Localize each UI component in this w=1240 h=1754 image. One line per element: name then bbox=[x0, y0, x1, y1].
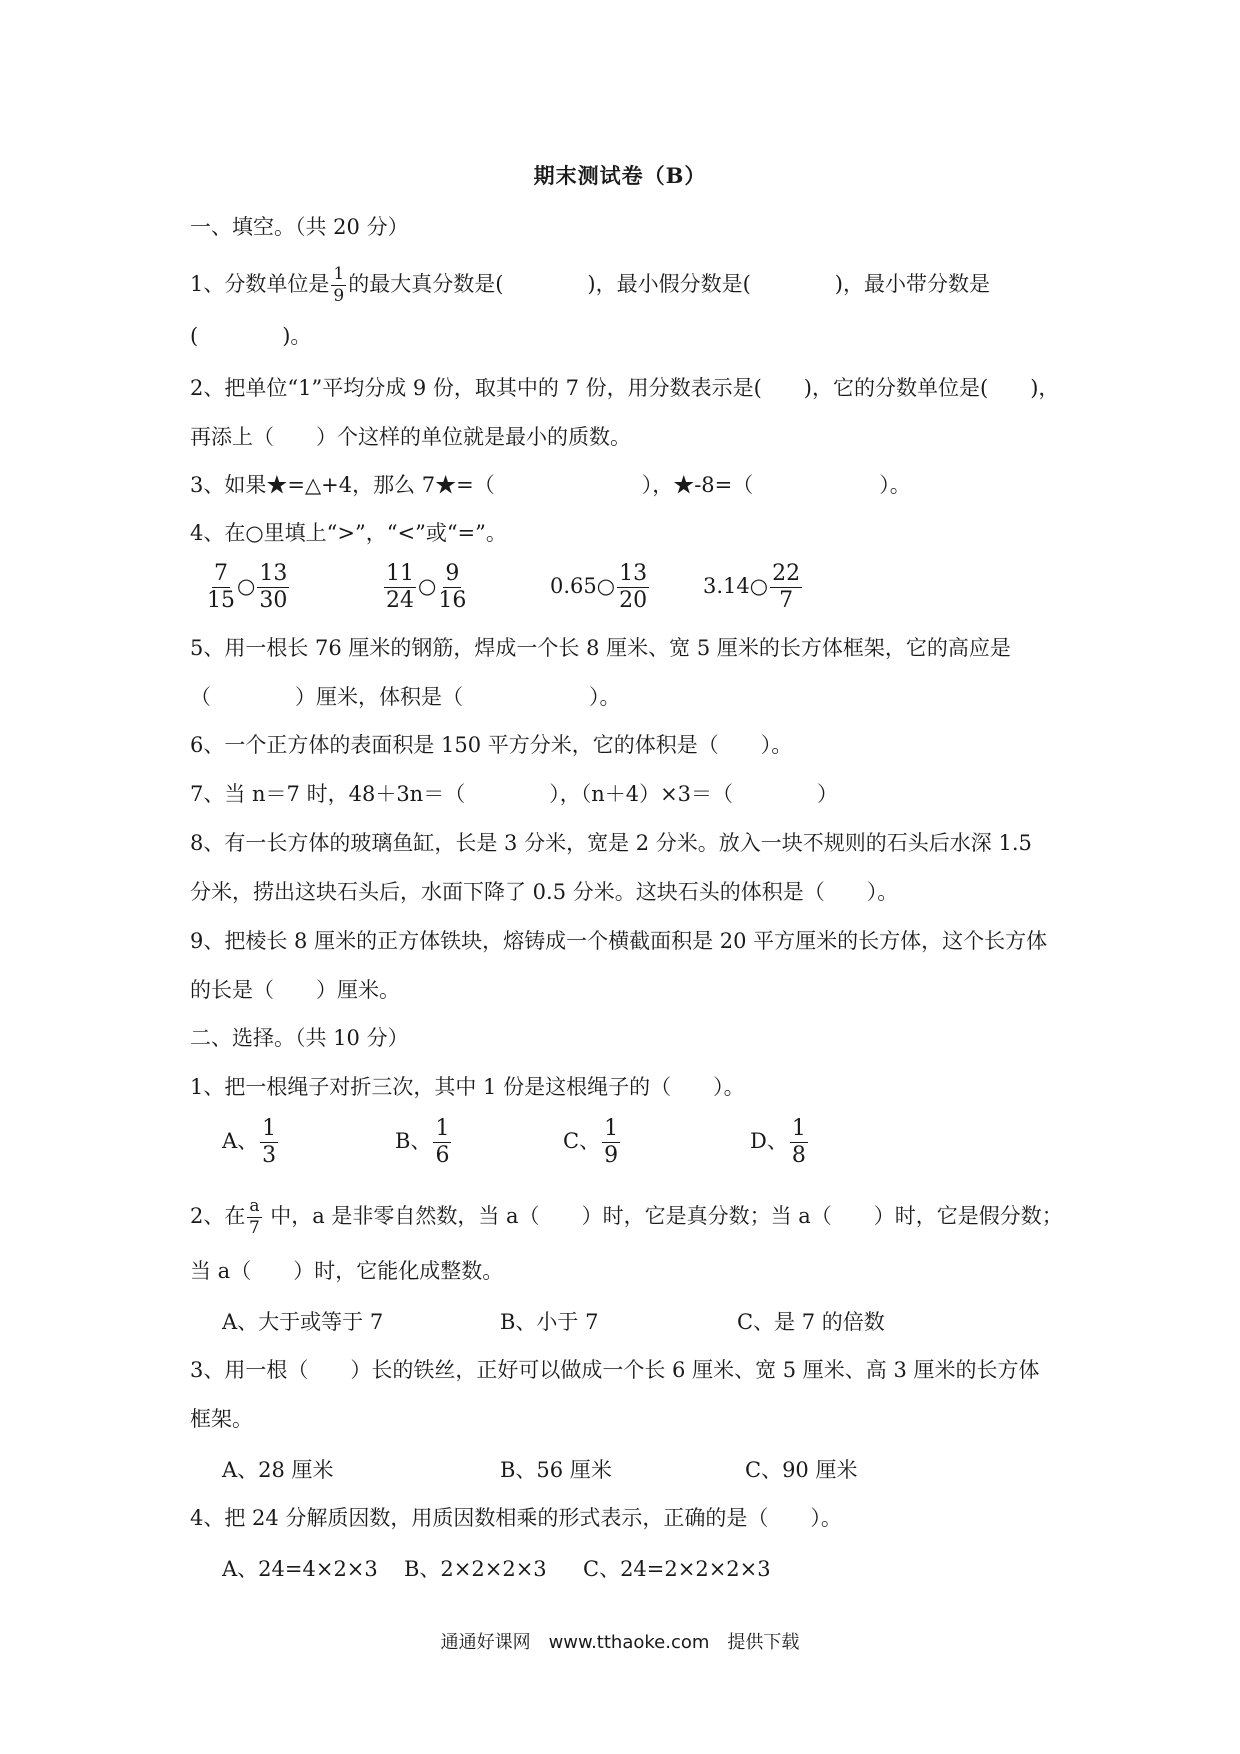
option-label: B、 bbox=[395, 1129, 432, 1153]
s1-q3: 3、如果★=△+4，那么 7★=（ ），★-8=（ ）。 bbox=[190, 473, 911, 497]
s2-q3-line1: 3、用一根（ ）长的铁丝，正好可以做成一个长 6 厘米、宽 5 厘米、高 3 厘米的长方体 bbox=[190, 1358, 1040, 1382]
s2-q2-option-b: B、小于 7 bbox=[500, 1310, 599, 1334]
fraction bbox=[384, 563, 416, 612]
fraction bbox=[260, 1118, 278, 1167]
s1-q2-line2: 再添上（ ）个这样的单位就是最小的质数。 bbox=[190, 425, 631, 449]
fraction-numerator: a bbox=[249, 1196, 260, 1216]
s2-q4-option-a: A、24=4×2×3 bbox=[222, 1557, 378, 1581]
s2-q4-option-c: C、24=2×2×2×3 bbox=[583, 1557, 771, 1581]
fraction bbox=[617, 563, 649, 612]
page-title: 期末测试卷（B） bbox=[533, 163, 707, 188]
comparison-2 bbox=[382, 563, 468, 612]
s2-q2-text-b: 中，a 是非零自然数，当 a（ ）时，它是真分数；当 a（ ）时，它是假分数； bbox=[263, 1204, 1063, 1228]
s2-q4-text: 4、把 24 分解质因数，用质因数相乘的形式表示，正确的是（ ）。 bbox=[190, 1506, 842, 1530]
s1-q9-line2: 的长是（ ）厘米。 bbox=[190, 978, 400, 1002]
s1-q7: 7、当 n＝7 时，48＋3n＝（ ），（n＋4）×3＝（ ） bbox=[190, 782, 839, 806]
option-label: A、 bbox=[222, 1129, 259, 1153]
s1-q1-text-b: 的最大真分数是( )，最小假分数是( )，最小带分数是 bbox=[348, 272, 990, 296]
fraction-denominator: 6 bbox=[435, 1143, 450, 1168]
fraction-denominator: 24 bbox=[386, 588, 414, 613]
s1-q1-line2: ( )。 bbox=[190, 324, 312, 348]
fraction-denominator: 30 bbox=[259, 588, 288, 613]
s2-q3-option-c: C、90 厘米 bbox=[745, 1458, 858, 1482]
fraction-denominator: 16 bbox=[438, 588, 467, 613]
fraction bbox=[257, 563, 289, 612]
s2-q2-fraction bbox=[247, 1198, 261, 1237]
s1-q1-line1 bbox=[190, 266, 990, 305]
s2-q3-option-a: A、28 厘米 bbox=[222, 1458, 334, 1482]
fraction-numerator: 1 bbox=[262, 1116, 277, 1141]
section1-heading: 一、填空。（共 20 分） bbox=[190, 215, 409, 239]
s2-q3-line2: 框架。 bbox=[190, 1407, 253, 1431]
fraction-numerator: 1 bbox=[604, 1116, 619, 1141]
option-label: D、 bbox=[750, 1129, 788, 1153]
fraction bbox=[770, 563, 802, 612]
fraction-numerator: 1 bbox=[333, 264, 345, 284]
fraction-numerator: 1 bbox=[791, 1116, 806, 1141]
fraction-denominator: 3 bbox=[262, 1143, 277, 1168]
section2-heading: 二、选择。（共 10 分） bbox=[190, 1026, 409, 1050]
option-label: C、 bbox=[563, 1129, 601, 1153]
fraction-numerator: 9 bbox=[445, 561, 460, 586]
fraction-numerator: 22 bbox=[772, 561, 801, 586]
s2-q2-line1 bbox=[190, 1198, 1063, 1237]
s2-q1-option-c bbox=[563, 1118, 622, 1167]
fraction-numerator: 1 bbox=[435, 1116, 450, 1141]
fraction bbox=[602, 1118, 620, 1167]
s1-q5-line1: 5、用一根长 76 厘米的钢筋，焊成一个长 8 厘米、宽 5 厘米的长方体框架，它的高应是 bbox=[190, 636, 1011, 660]
compare-circle: ○ bbox=[418, 574, 437, 598]
fraction-denominator: 20 bbox=[619, 588, 648, 613]
fraction bbox=[790, 1118, 808, 1167]
comparison-1 bbox=[205, 563, 291, 612]
s2-q2-option-c: C、是 7 的倍数 bbox=[737, 1310, 885, 1334]
fraction bbox=[207, 563, 235, 612]
compare-circle: ○ bbox=[237, 574, 256, 598]
s2-q2-option-a: A、大于或等于 7 bbox=[222, 1310, 384, 1334]
s1-q8-line2: 分米，捞出这块石头后，水面下降了 0.5 分米。这块石头的体积是（ ）。 bbox=[190, 880, 899, 904]
fraction-numerator: 13 bbox=[619, 561, 648, 586]
comparison-4 bbox=[703, 563, 804, 612]
fraction-denominator: 7 bbox=[779, 588, 794, 613]
s2-q1-option-b bbox=[395, 1118, 453, 1167]
s2-q3-option-b: B、56 厘米 bbox=[500, 1458, 612, 1482]
s2-q1-text: 1、把一根绳子对折三次，其中 1 份是这根绳子的（ ）。 bbox=[190, 1075, 745, 1099]
fraction-numerator: 13 bbox=[259, 561, 288, 586]
decimal-value: 3.14 bbox=[703, 574, 750, 598]
s1-q8-line1: 8、有一长方体的玻璃鱼缸，长是 3 分米，宽是 2 分米。放入一块不规则的石头后水深 1.5 bbox=[190, 831, 1032, 855]
decimal-value: 0.65 bbox=[550, 574, 597, 598]
s1-q9-line1: 9、把棱长 8 厘米的正方体铁块，熔铸成一个横截面积是 20 平方厘米的长方体，这个长方体 bbox=[190, 929, 1048, 953]
fraction-denominator: 15 bbox=[207, 588, 235, 613]
fraction bbox=[438, 563, 466, 612]
fraction-denominator: 9 bbox=[333, 286, 345, 306]
s1-q1-text-a: 1、分数单位是 bbox=[190, 272, 330, 296]
compare-circle: ○ bbox=[596, 574, 616, 598]
fraction bbox=[433, 1118, 451, 1167]
s1-q6: 6、一个正方体的表面积是 150 平方分米，它的体积是（ ）。 bbox=[190, 733, 793, 757]
fraction-numerator: 7 bbox=[214, 561, 228, 586]
compare-circle: ○ bbox=[749, 574, 769, 598]
fraction-denominator: 9 bbox=[604, 1143, 619, 1168]
comparison-3 bbox=[550, 563, 651, 612]
s1-q1-fraction bbox=[331, 266, 346, 305]
s2-q1-option-a bbox=[222, 1118, 280, 1167]
s2-q1-option-d bbox=[750, 1118, 810, 1167]
s2-q2-line2: 当 a（ ）时，它能化成整数。 bbox=[190, 1259, 504, 1283]
footer-download-note: 通通好课网 www.tthaoke.com 提供下载 bbox=[440, 1632, 800, 1653]
s2-q2-text-a: 2、在 bbox=[190, 1204, 246, 1228]
s2-q4-option-b: B、2×2×2×3 bbox=[404, 1557, 547, 1581]
s1-q5-line2: （ ）厘米，体积是（ ）。 bbox=[190, 685, 621, 709]
fraction-denominator: 8 bbox=[791, 1143, 806, 1168]
fraction-numerator: 11 bbox=[386, 561, 414, 586]
s1-q4-text: 4、在○里填上“>”，“<”或“=”。 bbox=[190, 521, 507, 545]
fraction-denominator: 7 bbox=[249, 1218, 260, 1238]
s1-q2-line1: 2、把单位“1”平均分成 9 份，取其中的 7 份，用分数表示是( )，它的分数单位是( )， bbox=[190, 376, 1060, 400]
